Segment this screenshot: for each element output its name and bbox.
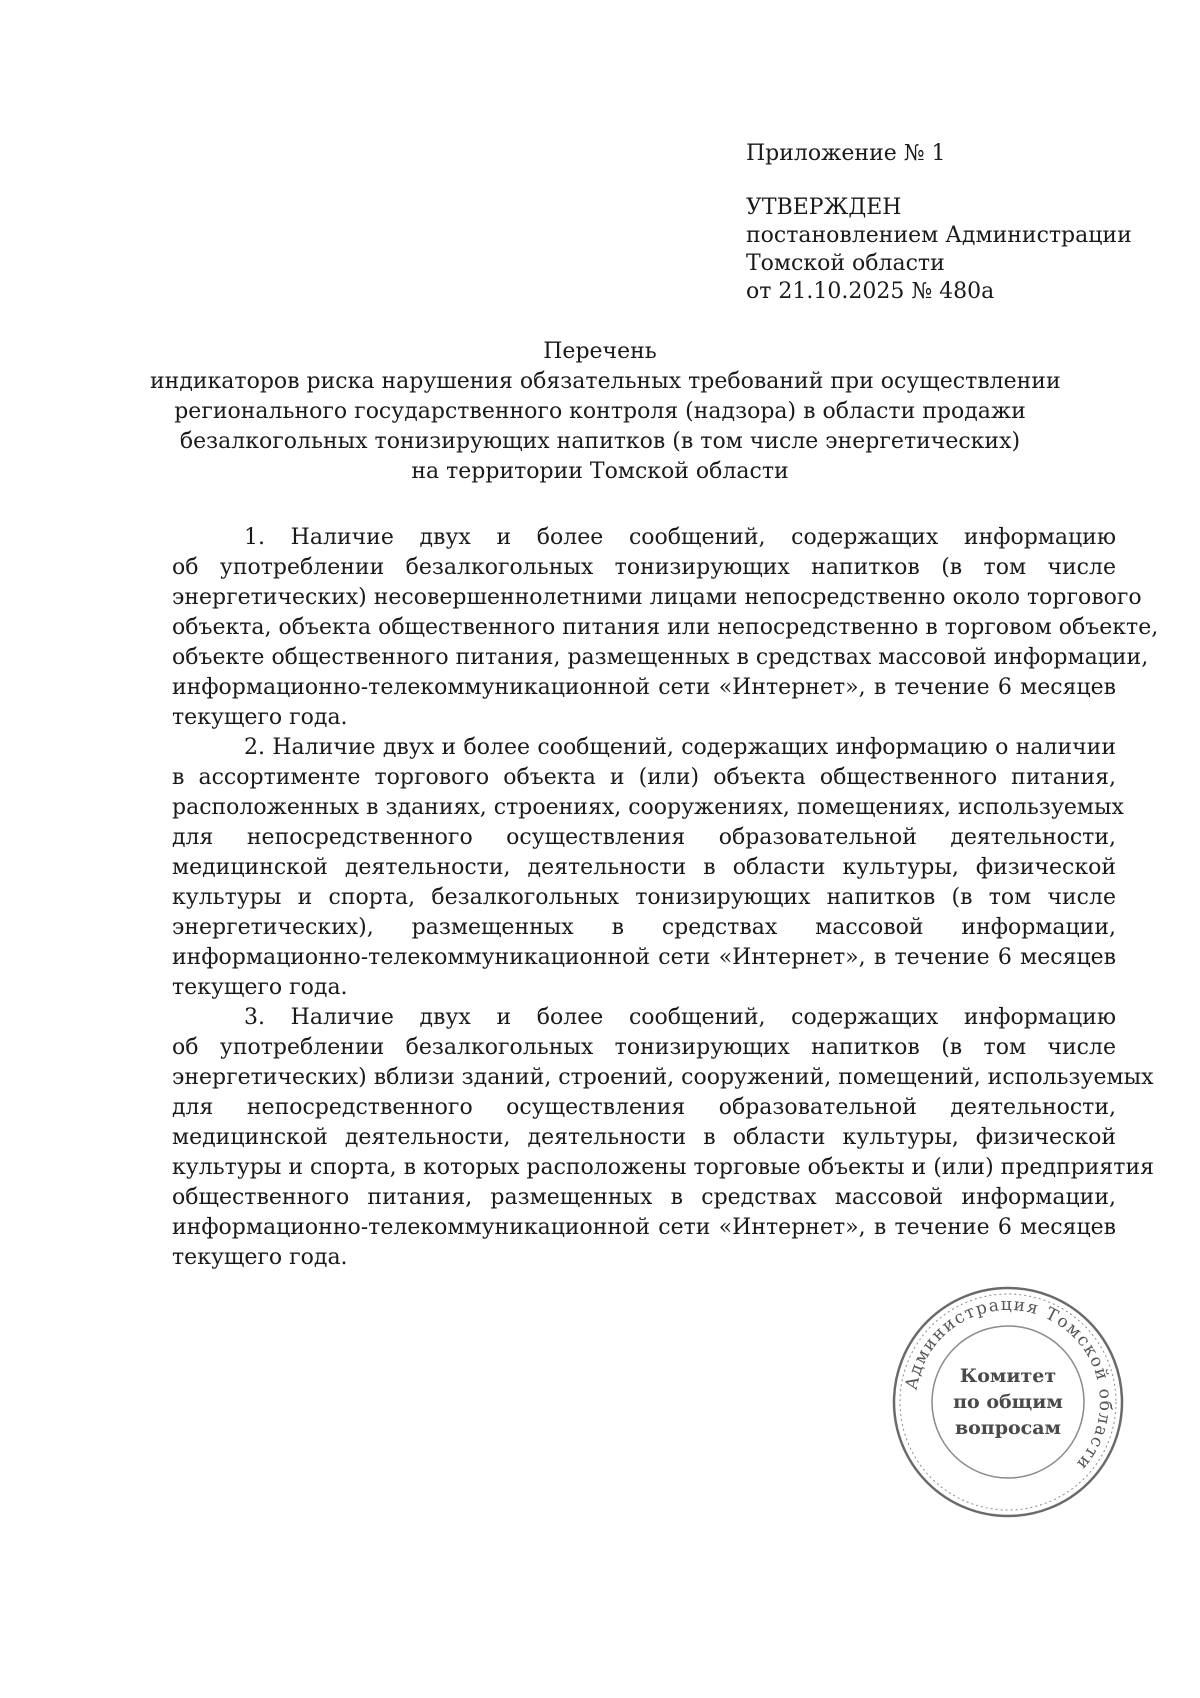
approved-label: УТВЕРЖДЕН — [746, 195, 902, 220]
approved-by-line-1: постановлением Администрации — [746, 223, 1132, 248]
title-line-1: Перечень — [543, 339, 657, 364]
title-line-3: регионального государственного контроля (надзора) в области продажи — [174, 399, 1026, 424]
text-line: энергетических) несовершеннолетними лицами непосредственно около торгового — [172, 585, 1142, 610]
text-line: текущего года. — [172, 975, 348, 1000]
text-line: информационно-телекоммуникационной сети «Интернет», в течение 6 месяцев — [172, 945, 1116, 970]
text-line: культуры и спорта, безалкогольных тонизирующих напитков (в том числе — [172, 885, 1116, 910]
approved-by-line-2: Томской области — [746, 251, 945, 276]
stamp-center-line-2: по общим — [953, 1391, 1063, 1413]
text-line: расположенных в зданиях, строениях, сооружениях, помещениях, используемых — [172, 795, 1124, 820]
text-line: информационно-телекоммуникационной сети «Интернет», в течение 6 месяцев — [172, 1215, 1116, 1240]
text-line: для непосредственного осуществления образовательной деятельности, — [172, 825, 1116, 850]
text-line: энергетических) вблизи зданий, строений, сооружений, помещений, используемых — [172, 1065, 1154, 1090]
list-item-3 — [172, 1003, 1154, 1273]
stamp-ring-text: Администрация Томской области — [901, 1294, 1116, 1475]
list-item-2 — [172, 733, 1124, 1003]
official-stamp — [888, 1282, 1128, 1522]
text-line: 1. Наличие двух и более сообщений, содержащих информацию — [244, 525, 1116, 550]
approved-date: от 21.10.2025 № 480а — [746, 279, 995, 304]
text-line: энергетических), размещенных в средствах массовой информации, — [172, 915, 1116, 940]
text-line: об употреблении безалкогольных тонизирующих напитков (в том числе — [172, 1035, 1116, 1060]
list-item-1 — [172, 523, 1159, 733]
title-line-5: на территории Томской области — [411, 459, 789, 484]
text-line: в ассортименте торгового объекта и (или) объекта общественного питания, — [172, 765, 1116, 790]
text-line: общественного питания, размещенных в средствах массовой информации, — [172, 1185, 1116, 1210]
text-line: для непосредственного осуществления образовательной деятельности, — [172, 1095, 1116, 1120]
appendix-label: Приложение № 1 — [746, 141, 946, 166]
text-line: 3. Наличие двух и более сообщений, содержащих информацию — [244, 1005, 1116, 1030]
text-line: об употреблении безалкогольных тонизирующих напитков (в том числе — [172, 555, 1116, 580]
text-line: культуры и спорта, в которых расположены торговые объекты и (или) предприятия — [172, 1155, 1154, 1180]
text-line: текущего года. — [172, 1245, 348, 1270]
text-line: медицинской деятельности, деятельности в области культуры, физической — [172, 1125, 1116, 1150]
stamp-center-line-1: Комитет — [959, 1365, 1057, 1387]
stamp-center-line-3: вопросам — [954, 1417, 1062, 1439]
title-line-4: безалкогольных тонизирующих напитков (в том числе энергетических) — [179, 429, 1021, 454]
text-line: 2. Наличие двух и более сообщений, содержащих информацию о наличии — [244, 735, 1116, 760]
document-body — [172, 523, 1159, 1273]
text-line: объекта, объекта общественного питания или непосредственно в торговом объекте, — [172, 615, 1159, 640]
text-line: медицинской деятельности, деятельности в области культуры, физической — [172, 855, 1116, 880]
text-line: текущего года. — [172, 705, 348, 730]
approval-block — [746, 140, 1166, 306]
text-line: информационно-телекоммуникационной сети «Интернет», в течение 6 месяцев — [172, 675, 1116, 700]
title-line-2: индикаторов риска нарушения обязательных требований при осуществлении — [150, 369, 1061, 394]
document-title — [150, 337, 1061, 487]
text-line: объекте общественного питания, размещенных в средствах массовой информации, — [172, 645, 1149, 670]
